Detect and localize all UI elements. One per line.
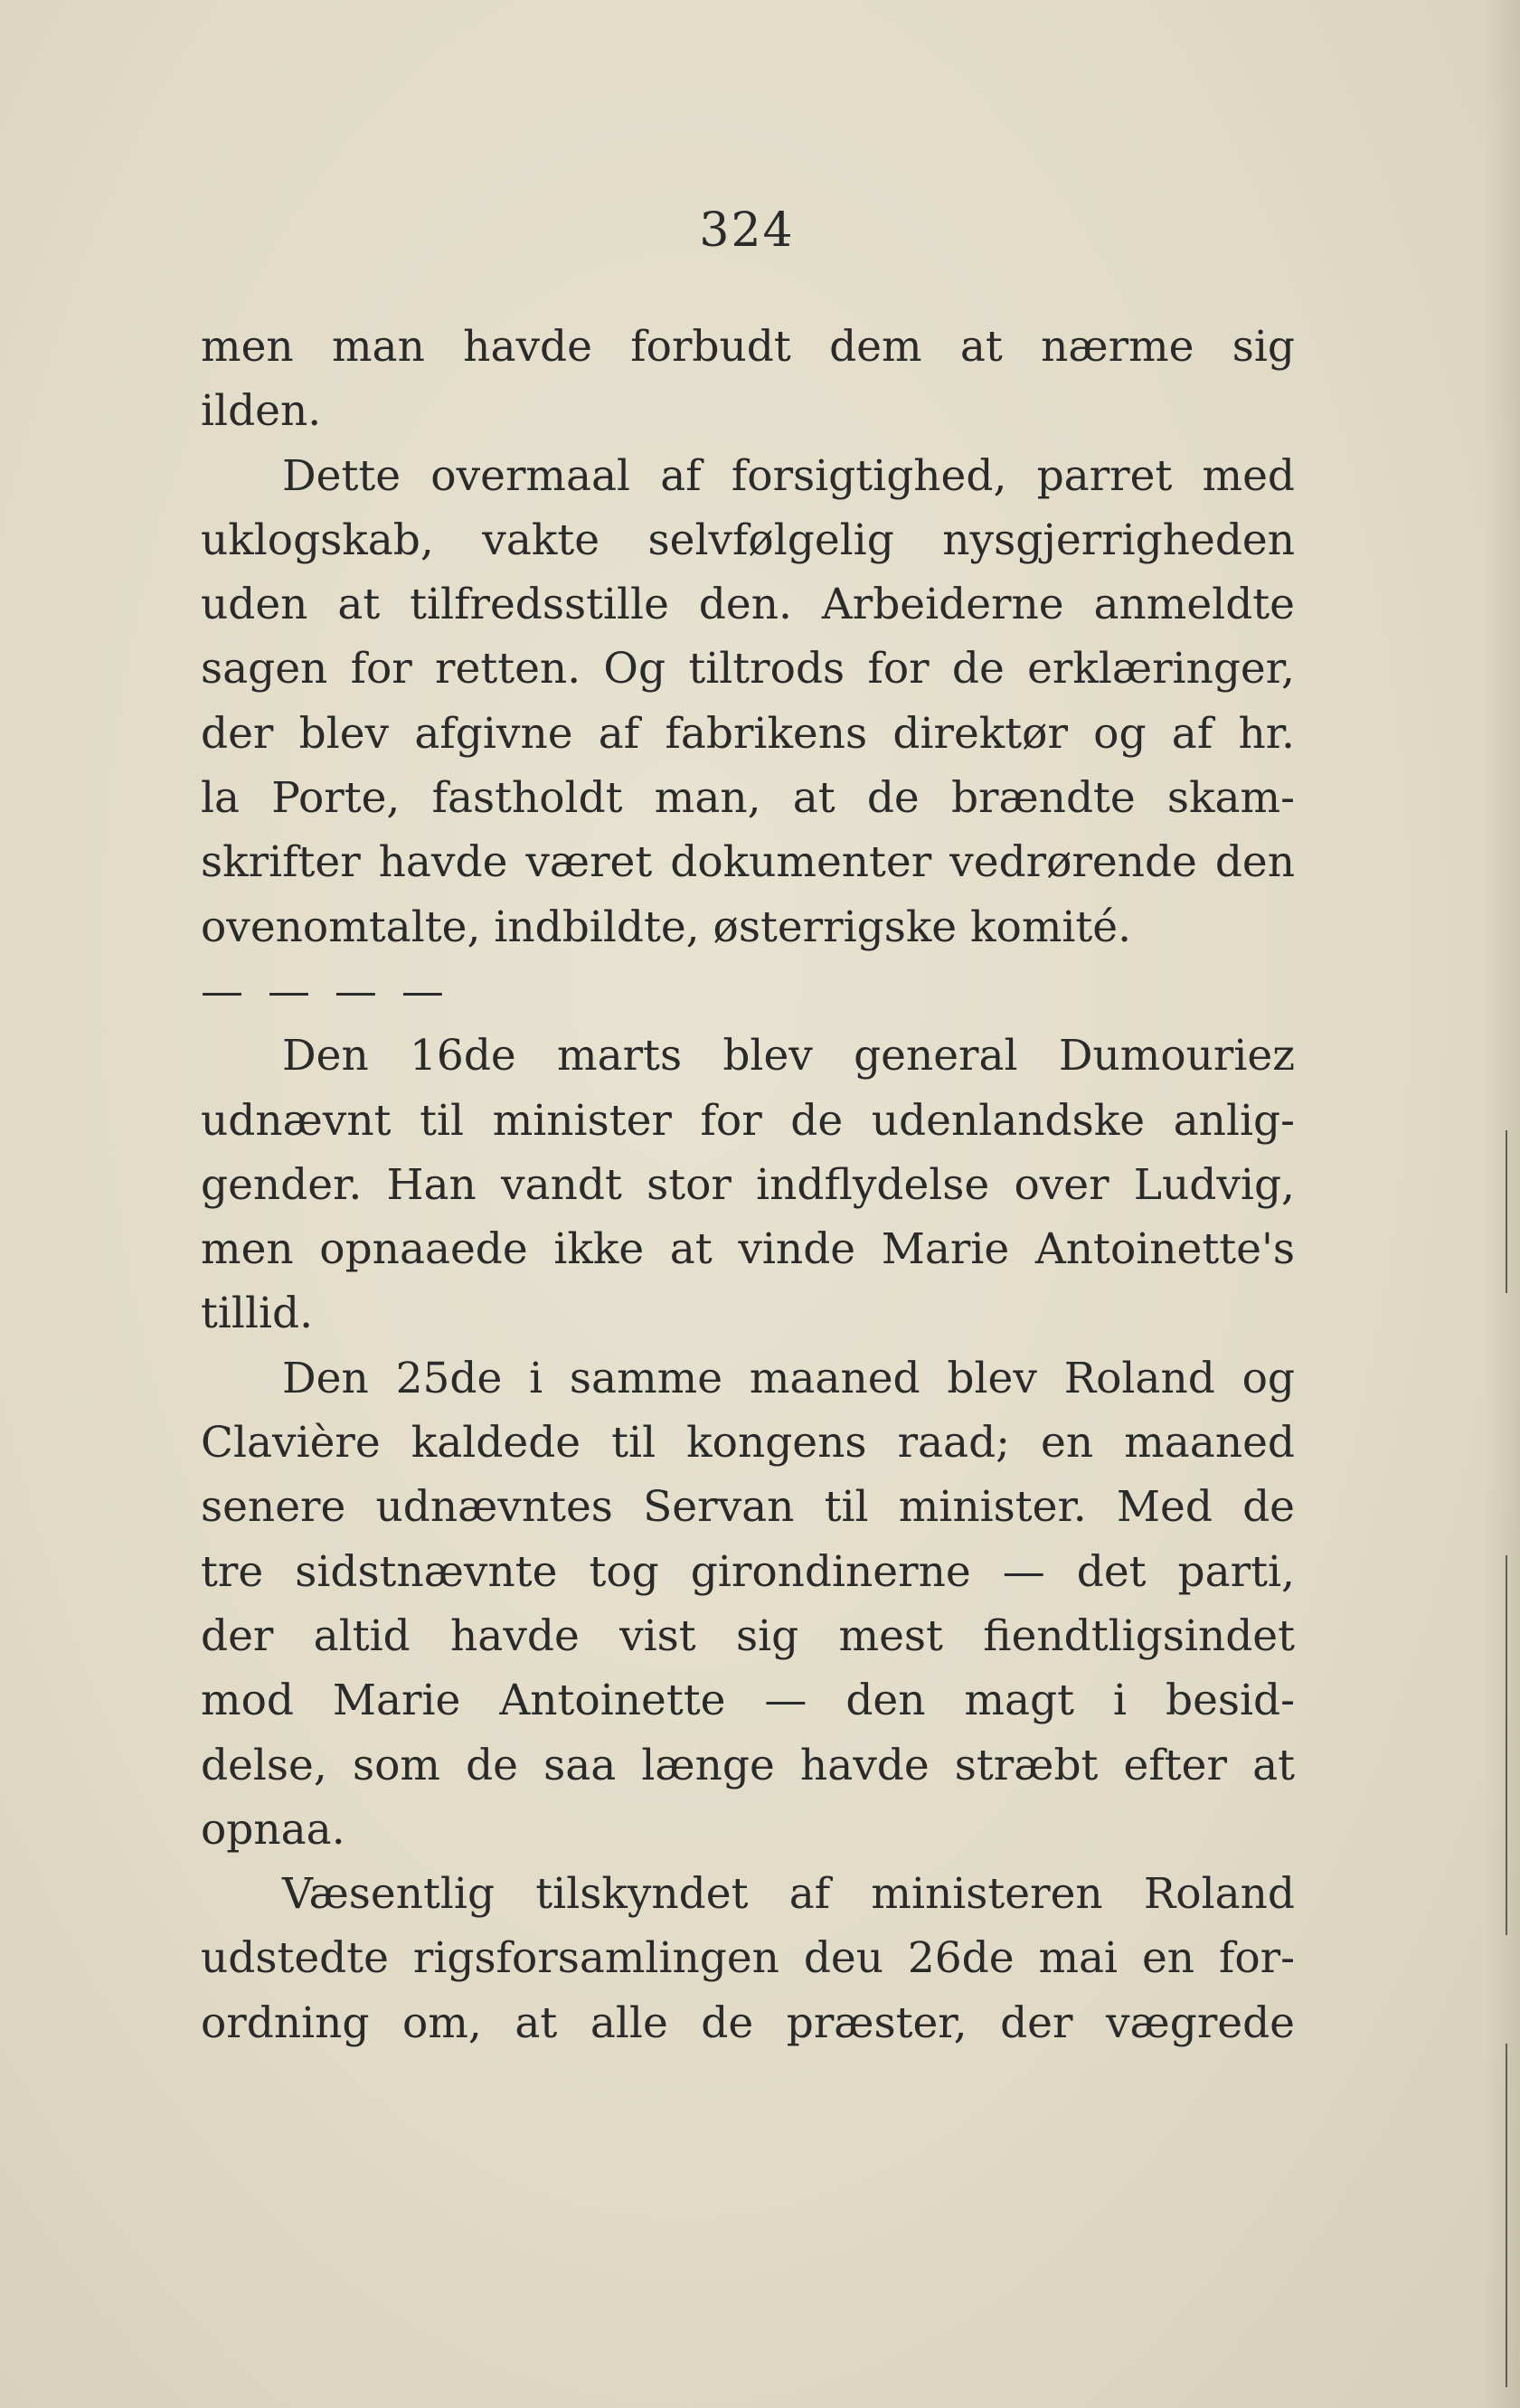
text-line: ovenomtalte, indbildte, østerrigske komité. — [201, 902, 1132, 952]
text-line: tre sidstnævnte tog girondinerne — det parti, — [201, 1546, 1295, 1597]
page-edge-line-middle — [1506, 1555, 1507, 1935]
text-line: mod Marie Antoinette — den magt i besid- — [201, 1676, 1295, 1726]
text-line: der altid havde vist sig mest fiendtligsindet — [201, 1610, 1295, 1661]
text-line: tillid. — [201, 1289, 314, 1339]
page-edge-shadow — [1484, 0, 1520, 2408]
text-line: uklogskab, vakte selvfølgelig nysgjerrigheden — [201, 515, 1295, 565]
page-edge-line-upper — [1506, 1130, 1507, 1293]
text-line: ordning om, at alle de præster, der vægrede — [201, 1997, 1295, 2048]
text-line: delse, som de saa længe havde stræbt efter at — [201, 1740, 1295, 1790]
text-line: senere udnævntes Servan til minister. Med de — [201, 1482, 1295, 1533]
text-line: Væsentlig tilskyndet af ministeren Roland — [282, 1869, 1295, 1920]
page-number: 324 — [699, 203, 795, 258]
text-line: uden at tilfredsstille den. Arbeiderne anmeldte — [201, 580, 1295, 630]
text-line: opnaa. — [201, 1804, 345, 1855]
text-line: skrifter havde været dokumenter vedrørende den — [201, 837, 1295, 888]
text-line: der blev afgivne af fabrikens direktør og af hr. — [201, 708, 1295, 759]
text-line: sagen for retten. Og tiltrods for de erklæringer, — [201, 644, 1295, 694]
text-line: la Porte, fastholdt man, at de brændte skam- — [201, 773, 1295, 824]
text-line: men opnaaede ikke at vinde Marie Antoinette's — [201, 1224, 1295, 1275]
text-line: gender. Han vandt stor indflydelse over Ludvig, — [201, 1159, 1295, 1210]
text-line: udstedte rigsforsamlingen deu 26de mai en for- — [201, 1933, 1295, 1984]
text-line: Clavière kaldede til kongens raad; en maaned — [201, 1418, 1295, 1468]
text-line: Den 16de marts blev general Dumouriez — [282, 1031, 1295, 1081]
text-line: Den 25de i samme maaned blev Roland og — [282, 1353, 1295, 1403]
body-text — [201, 315, 1295, 2055]
text-line: Dette overmaal af forsigtighed, parret med — [282, 450, 1295, 501]
page-edge-line-lower — [1506, 2044, 1507, 2387]
text-line: ilden. — [201, 386, 322, 437]
text-line: men man havde forbudt dem at nærme sig — [201, 322, 1295, 372]
text-line: udnævnt til minister for de udenlandske anlig- — [201, 1095, 1295, 1146]
section-separator: — — — — — [201, 966, 449, 1016]
